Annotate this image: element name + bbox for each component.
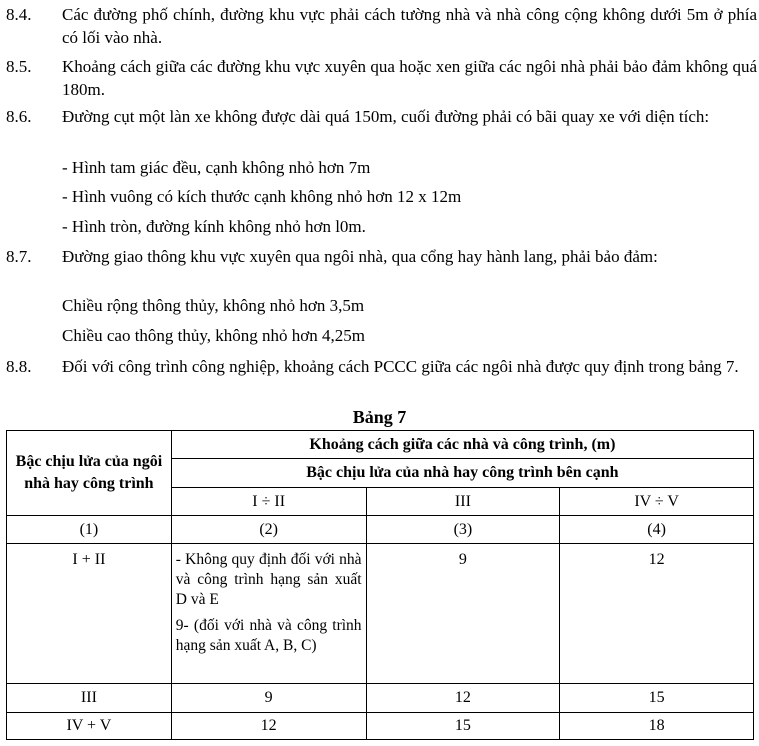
list-item: Chiều rộng thông thủy, không nhỏ hơn 3,5m <box>62 296 365 315</box>
table-cell: 18 <box>560 713 754 740</box>
table-row <box>7 544 754 684</box>
clause-number: 8.8. <box>6 357 32 376</box>
row-label: III <box>7 684 172 713</box>
row-label: IV + V <box>7 713 172 740</box>
list-item: - Hình tam giác đều, cạnh không nhỏ hơn 7m <box>62 158 371 177</box>
list-item: - Hình tròn, đường kính không nhỏ hơn l0m. <box>62 217 366 236</box>
clause-text: Đường giao thông khu vực xuyên qua ngôi nhà, qua cổng hay hành lang, phải bảo đảm: <box>62 247 658 266</box>
col-number: (2) <box>171 516 366 544</box>
table-cell: 9 <box>171 684 366 713</box>
header-distance: Khoảng cách giữa các nhà và công trình, (m) <box>171 431 753 459</box>
col-header: I ÷ II <box>171 488 366 516</box>
cell-note: - Không quy định đối với nhà và công trình hạng sản xuất D và E <box>175 551 362 608</box>
table-caption: Bảng 7 <box>352 407 407 427</box>
table-cell: 12 <box>366 684 560 713</box>
clause-text: Các đường phố chính, đường khu vực phải cách tường nhà và nhà công cộng không dưới 5m ở phía có lối vào nhà. <box>62 5 757 47</box>
clause-text: Đối với công trình công nghiệp, khoảng cách PCCC giữa các ngôi nhà được quy định trong bảng 7. <box>62 357 739 376</box>
col-number: (4) <box>560 516 754 544</box>
fire-distance-table <box>6 430 754 740</box>
table-cell <box>171 544 366 684</box>
clause-number: 8.6. <box>6 107 32 126</box>
col-number: (1) <box>7 516 172 544</box>
clause-number: 8.4. <box>6 5 32 24</box>
header-fire-rating: Bậc chịu lửa của ngôi nhà hay công trình <box>7 431 172 516</box>
clause-text: Khoảng cách giữa các đường khu vực xuyên qua hoặc xen giữa các ngôi nhà phải bảo đảm không quá 180m. <box>62 57 757 99</box>
table-row <box>7 684 754 713</box>
header-neighbor-rating: Bậc chịu lửa của nhà hay công trình bên cạnh <box>171 459 753 488</box>
table-cell: 9 <box>366 544 560 684</box>
table-row <box>7 713 754 740</box>
clause-number: 8.5. <box>6 57 32 76</box>
cell-note: 9- (đối với nhà và công trình hạng sản xuất A, B, C) <box>175 617 362 654</box>
list-item: - Hình vuông có kích thước cạnh không nhỏ hơn 12 x 12m <box>62 187 462 206</box>
clause-text: Đường cụt một làn xe không được dài quá 150m, cuối đường phải có bãi quay xe với diện tích: <box>62 107 710 126</box>
table-cell: 12 <box>560 544 754 684</box>
table-cell: 15 <box>560 684 754 713</box>
col-header: III <box>366 488 560 516</box>
list-item: Chiều cao thông thủy, không nhỏ hơn 4,25m <box>62 326 366 345</box>
row-label: I + II <box>7 544 172 684</box>
col-header: IV ÷ V <box>560 488 754 516</box>
clause-number: 8.7. <box>6 247 32 266</box>
col-number: (3) <box>366 516 560 544</box>
table-cell: 12 <box>171 713 366 740</box>
table-cell: 15 <box>366 713 560 740</box>
